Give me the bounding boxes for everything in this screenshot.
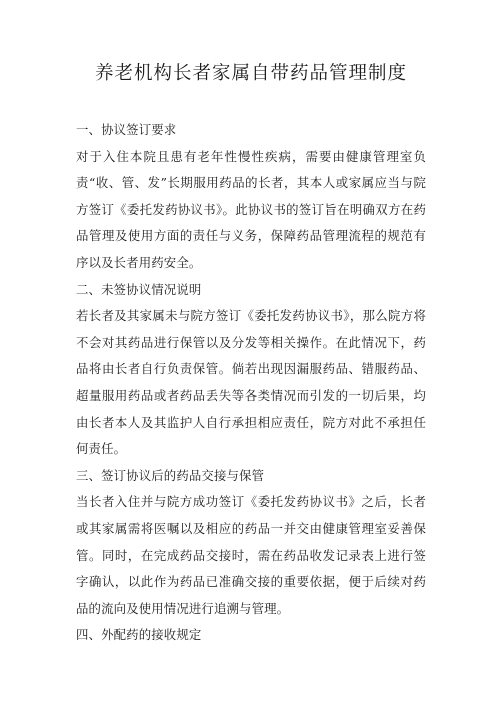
section-heading: 二、未签协议情况说明 (76, 281, 202, 297)
section-heading: 三、签订协议后的药品交接与保管 (76, 467, 265, 483)
section-heading: 一、协议签订要求 (76, 122, 177, 137)
section-unsigned-agreement (76, 277, 426, 463)
section-heading: 四、外配药的接收规定 (76, 627, 202, 643)
document-title: 养老机构长者家属自带药品管理制度 (94, 63, 407, 84)
section-handover-and-storage (76, 463, 426, 623)
section-paragraph: 对于入住本院且患有老年性慢性疾病，需要由健康管理室负责“收、管、发”长期服用药品的长者，其本人或家属应当与院方签订《委托发药协议书》。此协议书的签订旨在明确双方在药品管理及使用方面的责任与义务，保障药品管理流程的规范有序以及长者用药安全。 (76, 148, 426, 270)
section-external-medicine (76, 622, 426, 649)
section-paragraph: 若长者及其家属未与院方签订《委托发药协议书》，那么院方将不会对其药品进行保管以及分发等相关操作。在此情况下，药品将由长者自行负责保管。倘若出现因漏服药品、错服药品、超量服用药品或者药品丢失等各类情况而引发的一切后果，均由长者本人及其监护人自行承担相应责任，院方对此不承担任何责任。 (76, 308, 426, 457)
document-body (76, 117, 426, 649)
section-agreement-requirements (76, 117, 426, 277)
section-paragraph: 当长者入住并与院方成功签订《委托发药协议书》之后，长者或其家属需将医嘱以及相应的药品一并交由健康管理室妥善保管。同时，在完成药品交接时，需在药品收发记录表上进行签字确认，以此作为药品已准确交接的重要依据，便于后续对药品的流向及使用情况进行追溯与管理。 (76, 494, 426, 616)
